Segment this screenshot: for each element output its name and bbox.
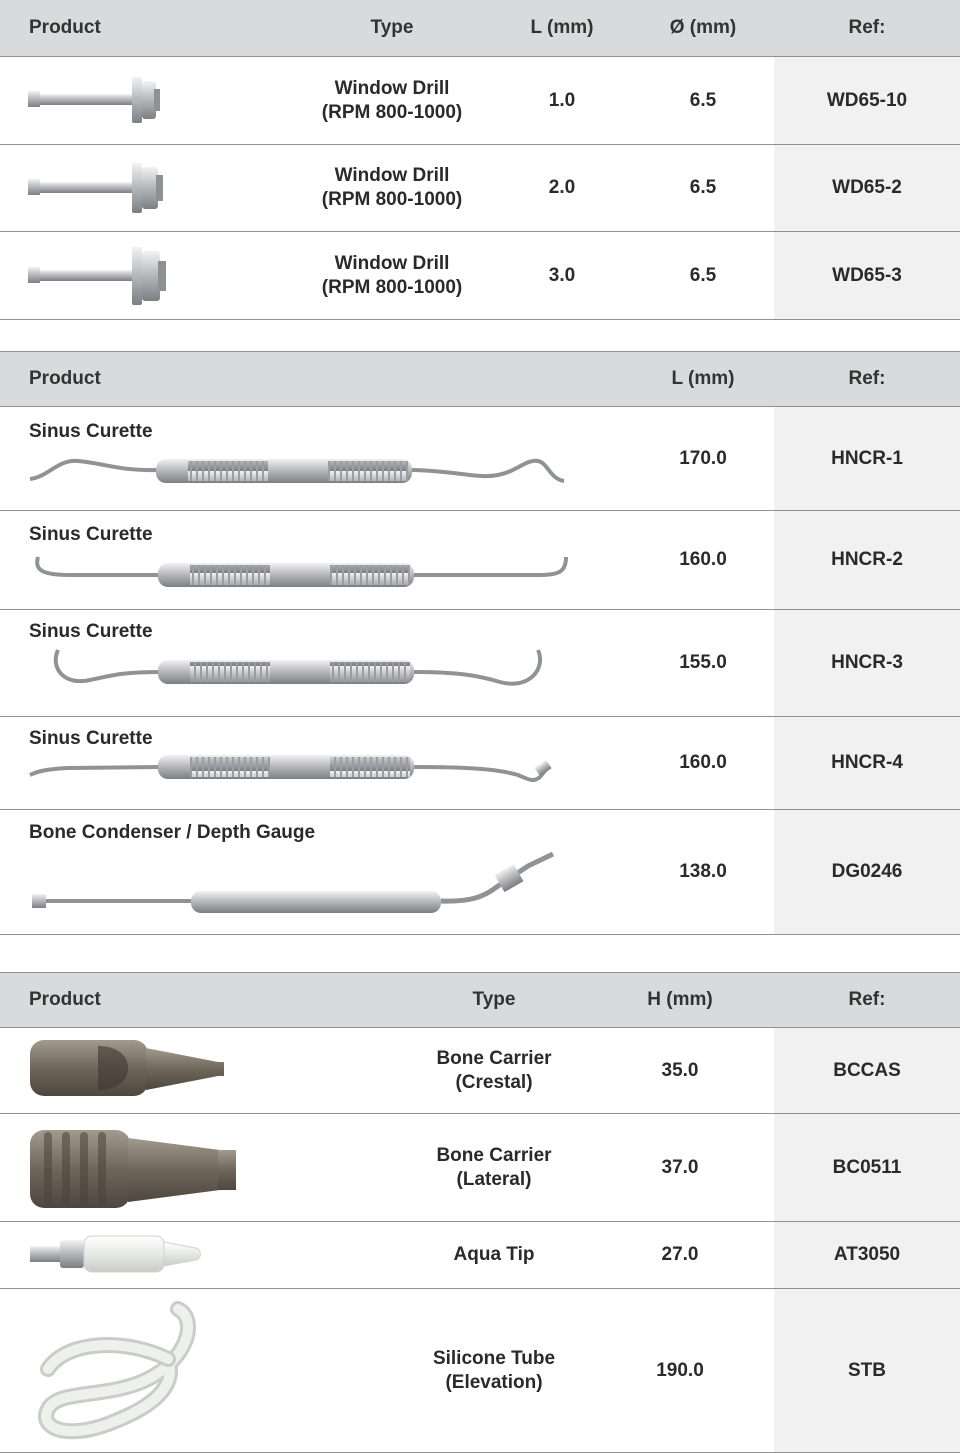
window-drill-table bbox=[0, 0, 960, 57]
ref-cell: WD65-3 bbox=[832, 264, 902, 286]
length-cell: 155.0 bbox=[679, 652, 727, 673]
ref-cell: WD65-10 bbox=[826, 89, 908, 111]
header-length: L (mm) bbox=[530, 17, 594, 38]
header-type: Type bbox=[370, 17, 414, 38]
sinus-curette-image bbox=[50, 646, 550, 696]
header-product: Product bbox=[29, 368, 101, 389]
header-ref: Ref: bbox=[848, 368, 886, 389]
type-cell: Bone Carrier (Lateral) bbox=[436, 1144, 552, 1190]
diameter-cell: 6.5 bbox=[689, 264, 717, 286]
length-cell: 170.0 bbox=[679, 447, 727, 469]
header-ref: Ref: bbox=[848, 17, 886, 38]
type-cell: Window Drill (RPM 800-1000) bbox=[321, 77, 463, 123]
ref-cell: HNCR-3 bbox=[831, 652, 903, 673]
product-name: Bone Condenser / Depth Gauge bbox=[29, 822, 316, 843]
window-drill-image bbox=[28, 245, 168, 307]
product-name: Sinus Curette bbox=[29, 421, 153, 442]
product-name: Sinus Curette bbox=[29, 728, 153, 749]
ref-cell: BCCAS bbox=[833, 1059, 901, 1081]
diameter-cell: 6.5 bbox=[689, 177, 717, 198]
bone-carrier-lateral-image bbox=[28, 1128, 243, 1210]
ref-cell: HNCR-4 bbox=[831, 752, 903, 773]
ref-cell: AT3050 bbox=[833, 1244, 901, 1265]
header-length: L (mm) bbox=[671, 368, 735, 389]
table-row bbox=[0, 232, 960, 320]
window-drill-image bbox=[28, 159, 168, 217]
table-header bbox=[0, 351, 960, 407]
table-row bbox=[0, 1222, 960, 1289]
product-name: Sinus Curette bbox=[29, 524, 153, 545]
ref-cell: HNCR-1 bbox=[831, 447, 903, 469]
table-header bbox=[0, 972, 960, 1028]
length-cell: 2.0 bbox=[548, 177, 576, 198]
header-product: Product bbox=[29, 17, 101, 38]
height-cell: 27.0 bbox=[661, 1244, 699, 1265]
sinus-curette-image bbox=[30, 553, 575, 593]
ref-cell: DG0246 bbox=[831, 861, 903, 882]
length-cell: 160.0 bbox=[679, 752, 727, 773]
type-cell: Bone Carrier (Crestal) bbox=[436, 1047, 552, 1093]
header-type: Type bbox=[472, 989, 516, 1010]
length-cell: 3.0 bbox=[548, 264, 576, 286]
type-cell: Window Drill (RPM 800-1000) bbox=[321, 252, 463, 298]
height-cell: 37.0 bbox=[661, 1156, 699, 1178]
table-header bbox=[0, 0, 960, 57]
bone-condenser-image bbox=[28, 850, 562, 920]
type-cell: Aqua Tip bbox=[453, 1244, 535, 1265]
length-cell: 1.0 bbox=[548, 89, 576, 111]
table-row bbox=[0, 717, 960, 810]
bone-carrier-crestal-image bbox=[28, 1038, 228, 1100]
header-ref: Ref: bbox=[848, 989, 886, 1010]
table-row bbox=[0, 610, 960, 717]
table-row bbox=[0, 407, 960, 511]
table-row bbox=[0, 57, 960, 145]
header-product: Product bbox=[29, 989, 101, 1010]
ref-cell: HNCR-2 bbox=[831, 549, 903, 570]
length-cell: 138.0 bbox=[679, 861, 727, 882]
table-row bbox=[0, 1028, 960, 1114]
curette-table bbox=[0, 351, 960, 407]
silicone-tube-image bbox=[28, 1299, 203, 1444]
length-cell: 160.0 bbox=[679, 549, 727, 570]
bone-carrier-table bbox=[0, 972, 960, 1028]
table-row bbox=[0, 810, 960, 935]
height-cell: 190.0 bbox=[656, 1359, 704, 1381]
ref-cell: STB bbox=[848, 1359, 886, 1381]
diameter-cell: 6.5 bbox=[689, 89, 717, 111]
height-cell: 35.0 bbox=[661, 1059, 699, 1081]
table-row bbox=[0, 1114, 960, 1222]
sinus-curette-image bbox=[28, 451, 568, 491]
table-row bbox=[0, 145, 960, 232]
sinus-curette-image bbox=[28, 751, 558, 791]
ref-cell: BC0511 bbox=[832, 1156, 902, 1178]
header-diameter: Ø (mm) bbox=[669, 17, 737, 38]
product-name: Sinus Curette bbox=[29, 621, 153, 642]
aqua-tip-image bbox=[28, 1232, 203, 1277]
table-row bbox=[0, 511, 960, 610]
type-cell: Silicone Tube (Elevation) bbox=[432, 1347, 556, 1393]
type-cell: Window Drill (RPM 800-1000) bbox=[321, 165, 463, 210]
table-row bbox=[0, 1289, 960, 1453]
window-drill-image bbox=[28, 71, 168, 129]
header-height: H (mm) bbox=[647, 989, 713, 1010]
ref-cell: WD65-2 bbox=[832, 177, 902, 198]
